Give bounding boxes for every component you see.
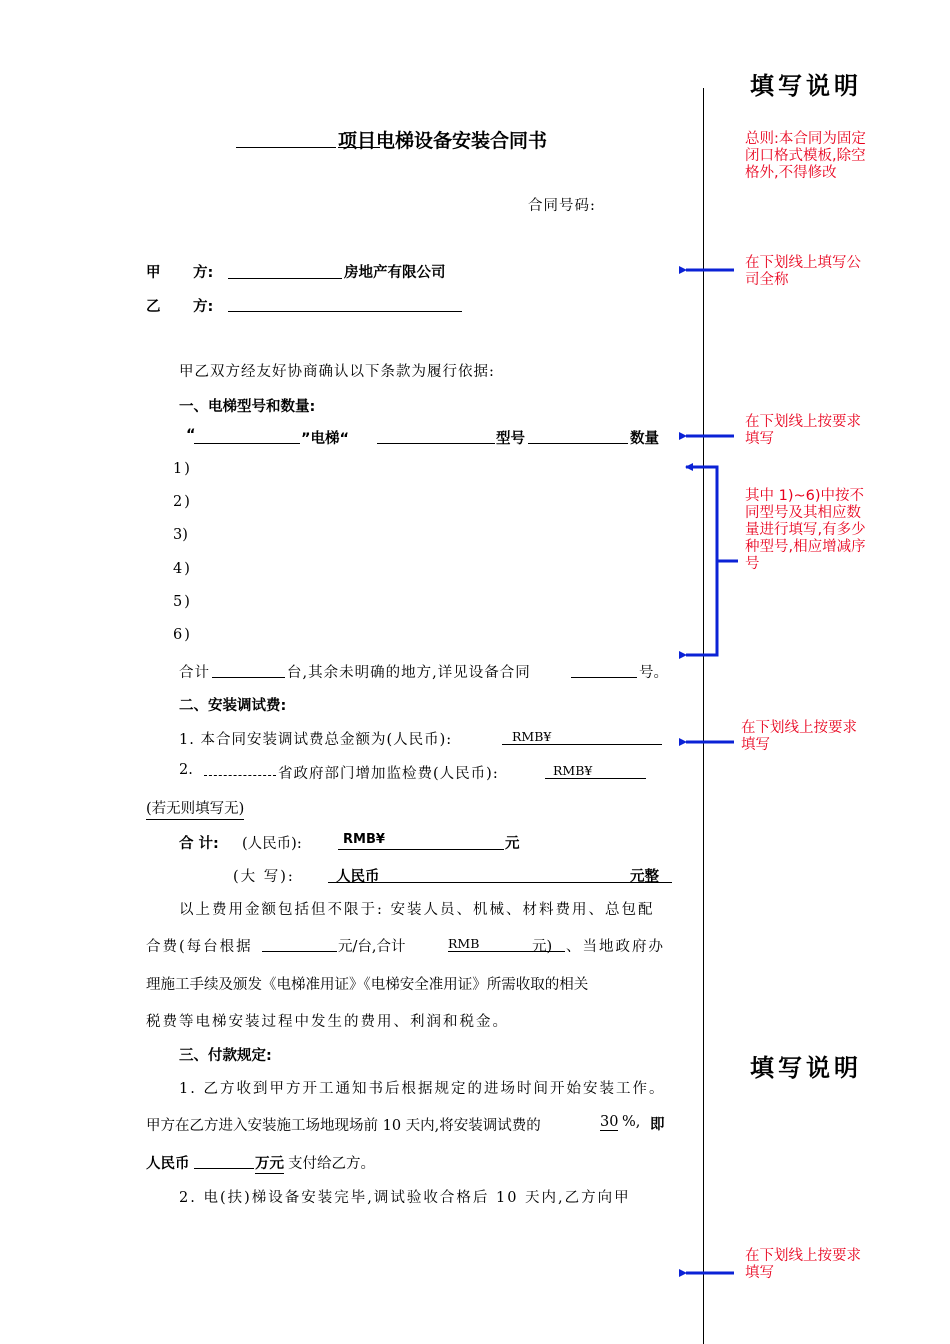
capital-prefix: 人民币 (336, 869, 380, 885)
title-underline-part (338, 147, 380, 148)
section1-heading: 一、电梯型号和数量: (179, 399, 316, 415)
party-a-suffix: 房地产有限公司 (344, 265, 446, 281)
total-amount-field[interactable] (338, 849, 504, 850)
margin-divider (703, 88, 704, 1344)
title-blank (236, 147, 336, 148)
notes-heading-2: 填写说明 (750, 1053, 862, 1082)
party-b-label-2: 方: (193, 299, 214, 315)
total-suffix: 号。 (639, 665, 668, 681)
party-a-name-field[interactable] (228, 278, 342, 279)
note-company: 在下划线上填写公司全称 (745, 255, 861, 288)
total-amount-unit: 元 (505, 836, 520, 852)
payment-line-1: 1. 乙方收到甲方开工通知书后根据规定的进场时间开始安装工作。 (179, 1081, 666, 1097)
quantity-label: 数量 (630, 431, 659, 447)
total-label: 合 计: (179, 836, 219, 852)
fees-paragraph-line-2b: 元/台,合计 (338, 939, 406, 955)
total-amount-value: RMB¥ (343, 832, 385, 847)
fees-paragraph-line-1: 以上费用金额包括但不限于: 安装人员、机械、材料费用、总包配 (179, 902, 655, 918)
per-unit-fee-field[interactable] (262, 951, 337, 952)
note-fill-3: 在下划线上按要求填写 (745, 1248, 861, 1281)
item-6: 6) (173, 627, 192, 643)
item-4: 4) (173, 561, 192, 577)
fee-line-2-note: (若无则填写无) (146, 797, 244, 820)
advance-amount-field[interactable] (194, 1168, 254, 1169)
contract-number-label: 合同号码: (528, 198, 596, 214)
party-a-label-2: 方: (193, 265, 214, 281)
note-fill-1: 在下划线上按要求填写 (745, 414, 861, 447)
payment-line-4: 2. 电(扶)梯设备安装完毕,调试验收合格后 10 天内,乙方向甲 (179, 1190, 631, 1206)
party-b-name-field[interactable] (228, 311, 462, 312)
fee-line-2-value: RMB¥ (553, 763, 593, 778)
payment-line-2a: 甲方在乙方进入安装施工场地现场前 10 天内,将安装调试费的 (146, 1118, 541, 1134)
capital-amount-field[interactable] (328, 882, 672, 883)
section2-heading: 二、安装调试费: (179, 698, 287, 714)
total-units-field[interactable] (212, 677, 285, 678)
quote-open: “ (186, 427, 196, 443)
province-field[interactable] (204, 775, 276, 776)
section3-heading: 三、付款规定: (179, 1048, 272, 1064)
model-label: 型号 (496, 431, 525, 447)
page-title: 项目电梯设备安装合同书 (338, 130, 548, 152)
item-5: 5) (173, 594, 192, 610)
fee-line-2: 省政府部门增加监检费(人民币): (278, 766, 499, 782)
total-currency: (人民币): (242, 836, 302, 852)
payment-line-2b: %, (622, 1114, 641, 1130)
capital-label: (大 写): (233, 869, 295, 885)
fees-paragraph-line-2d: 元) (532, 939, 553, 955)
payment-line-3a: 人民币 (146, 1156, 190, 1172)
fees-paragraph-line-2a: 合费(每台根据 (146, 939, 253, 955)
intro-text: 甲乙双方经友好协商确认以下条款为履行依据: (179, 364, 495, 380)
bracket-items (686, 467, 717, 655)
fees-paragraph-line-2c: RMB (448, 936, 480, 951)
fee-line-1-value: RMB¥ (512, 729, 552, 744)
fees-paragraph-line-3: 理施工手续及颁发《电梯准用证》《电梯安全准用证》所需收取的相关 (146, 977, 589, 993)
fees-paragraph-line-4: 税费等电梯安装过程中发生的费用、利润和税金。 (146, 1014, 509, 1030)
model-value-field[interactable] (528, 443, 628, 444)
payment-line-3b: 万元 (255, 1152, 284, 1174)
item-2: 2) (173, 494, 192, 510)
quote-mid: ”电梯“ (301, 431, 350, 447)
payment-percent: 30 (600, 1114, 619, 1130)
party-a-label-1: 甲 (146, 265, 161, 281)
capital-unit: 元整 (630, 869, 659, 885)
item-3: 3) (173, 527, 188, 543)
payment-line-2c: 即 (650, 1117, 665, 1133)
equipment-contract-no-field[interactable] (571, 677, 637, 678)
elevator-brand-field[interactable] (194, 443, 300, 444)
notes-heading: 填写说明 (750, 71, 862, 100)
fees-paragraph-line-2e: 、当地政府办 (566, 939, 665, 955)
note-fill-2: 在下划线上按要求填写 (741, 720, 857, 753)
note-general: 总则:本合同为固定闭口格式模板,除空格外,不得修改 (745, 131, 866, 181)
fee-line-2-prefix: 2. (179, 762, 193, 778)
fee-line-1: 1. 本合同安装调试费总金额为(人民币): (179, 732, 453, 748)
total-prefix: 合计 (179, 665, 210, 681)
total-mid: 台,其余未明确的地方,详见设备合同 (287, 665, 531, 681)
fee-line-2-field[interactable] (545, 778, 646, 779)
note-items: 其中 1)~6)中按不同型号及其相应数量进行填写,有多少种型号,相应增减序号 (745, 488, 866, 572)
party-b-label-1: 乙 (146, 299, 161, 315)
fee-line-1-field[interactable] (502, 744, 662, 745)
payment-line-3c: 支付给乙方。 (288, 1156, 375, 1172)
elevator-model-field[interactable] (377, 443, 495, 444)
item-1: 1) (173, 461, 192, 477)
